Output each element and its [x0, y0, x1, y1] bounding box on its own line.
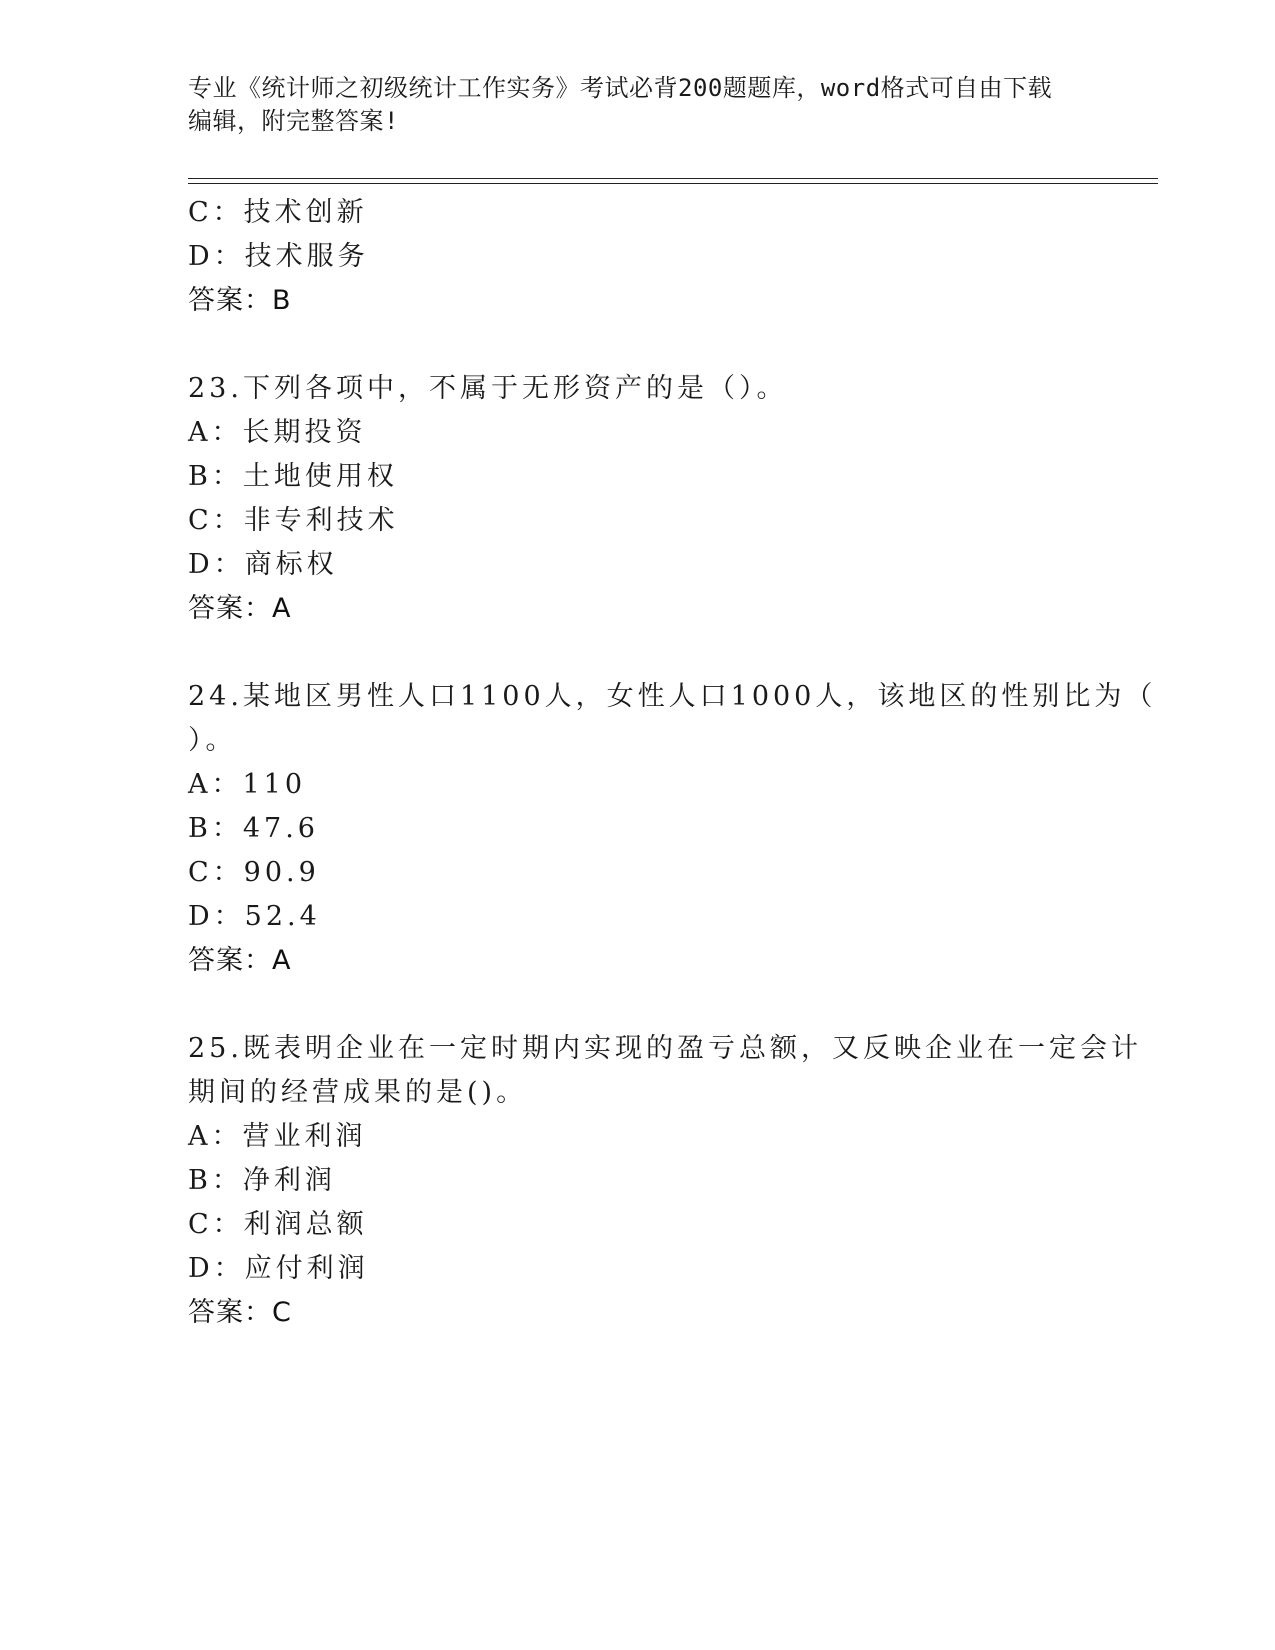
- q24-stem-line-2: ）。: [188, 725, 237, 756]
- q22-option-c: C：技术创新: [188, 197, 368, 228]
- q25-option-c: C：利润总额: [188, 1209, 368, 1240]
- q25-stem-line-2: 期间的经营成果的是()。: [188, 1077, 528, 1108]
- header-intro-line-1: 专业《统计师之初级统计工作实务》考试必背200题题库，word格式可自由下载: [188, 74, 1053, 102]
- header-intro-line-2: 编辑，附完整答案!: [188, 107, 399, 135]
- q23-option-b: B：土地使用权: [188, 461, 398, 492]
- q23-stem: 23.下列各项中，不属于无形资产的是（）。: [188, 373, 788, 404]
- q24-option-d: D：52.4: [188, 901, 321, 932]
- q23-option-d: D：商标权: [188, 549, 338, 580]
- q25-stem-line-1: 25.既表明企业在一定时期内实现的盈亏总额，又反映企业在一定会计: [188, 1033, 1142, 1064]
- q23-option-c: C：非专利技术: [188, 505, 399, 536]
- q24-stem-line-1: 24.某地区男性人口1100人，女性人口1000人，该地区的性别比为（: [188, 681, 1157, 712]
- header-divider-bottom: [188, 183, 1158, 184]
- header-divider-top: [188, 178, 1158, 179]
- q23-answer: 答案：A: [188, 593, 292, 624]
- document-header: [188, 72, 1068, 138]
- q23-option-a: A：长期投资: [188, 417, 367, 448]
- q25-answer: 答案：C: [188, 1297, 292, 1328]
- q24-option-a: A：110: [188, 769, 307, 800]
- q25-option-b: B：净利润: [188, 1165, 336, 1196]
- q22-answer: 答案：B: [188, 285, 292, 316]
- q24-option-c: C：90.9: [188, 857, 320, 888]
- q24-answer: 答案：A: [188, 945, 292, 976]
- q25-option-a: A：营业利润: [188, 1121, 367, 1152]
- q25-option-d: D：应付利润: [188, 1253, 369, 1284]
- q22-option-d: D：技术服务: [188, 241, 369, 272]
- q24-option-b: B：47.6: [188, 813, 319, 844]
